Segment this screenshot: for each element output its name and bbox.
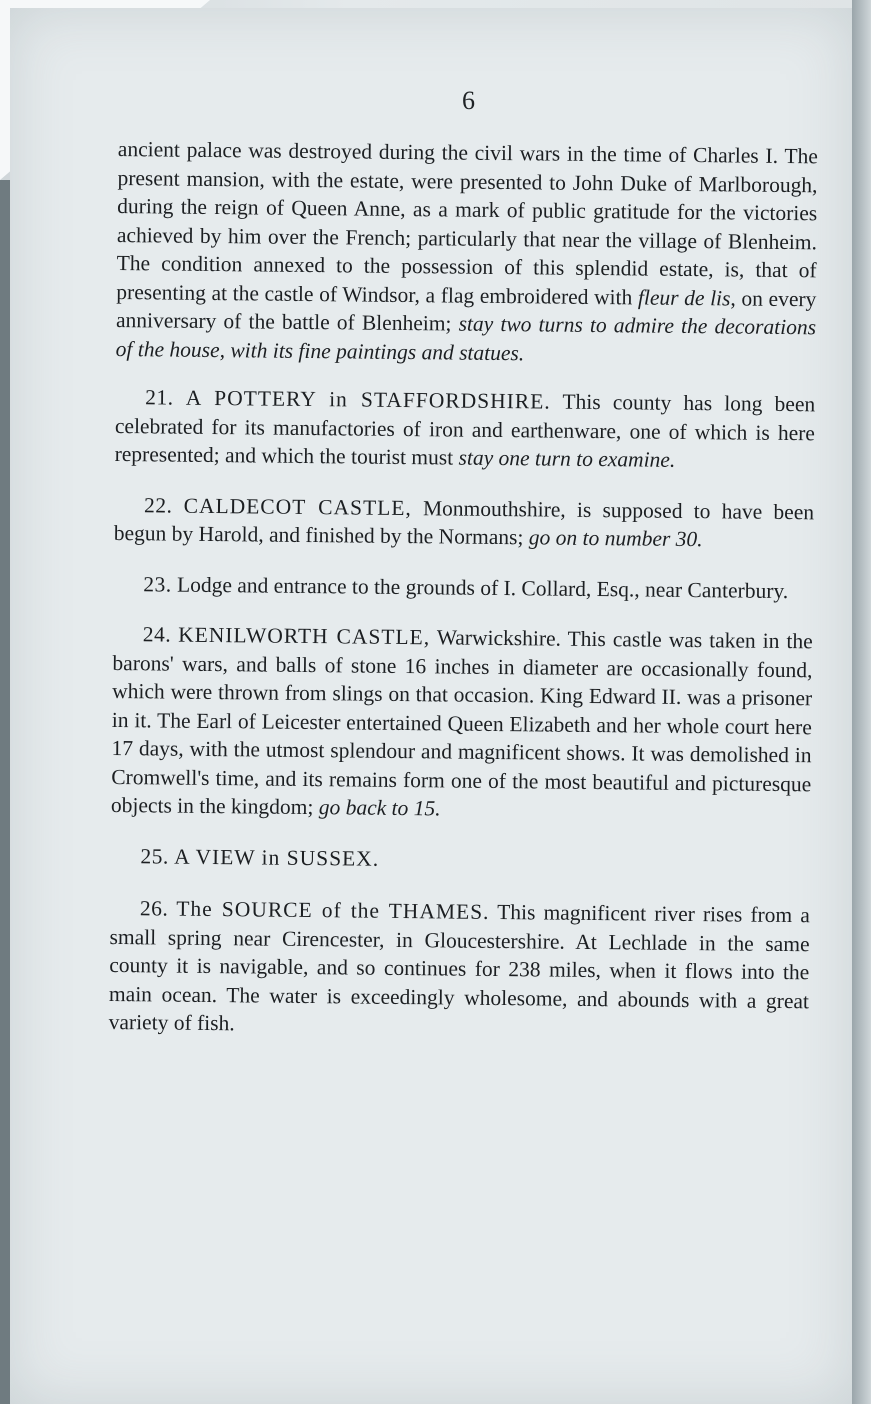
entry-text: This county has long been celebrated for its manufactories of iron and earthenware, one of which is here represented; and which the tourist must xyxy=(114,389,816,470)
entry-heading: KENILWORTH CASTLE, xyxy=(178,622,431,650)
entry-heading: A POTTERY in STAFFORDSHIRE. xyxy=(185,385,551,414)
italic-instruction: stay two turns to admire the decorations of the house, with its fine paintings and statues. xyxy=(115,311,817,365)
entry-25 xyxy=(110,841,810,877)
entry-number: 23. xyxy=(143,571,172,597)
entry-number: 21. xyxy=(145,385,174,410)
entry-23 xyxy=(113,569,813,605)
entry-heading: The SOURCE of the THAMES. xyxy=(176,896,490,924)
text-run: ancient palace was destroyed during the civil wars in the time of Charles I. The present mansion, with the estate, were presented to John Duke of Marlborough, during the reign of Queen Anne, as a mark of public gratitude for the victories achieved by him over the French; particularly that near the village of Blenheim. The condition annexed to the possession of this splendid estate, is, that of presenting at the castle of Windsor, a flag embroidered with xyxy=(116,136,818,309)
entry-heading: CALDECOT CASTLE, xyxy=(183,493,412,520)
page-text xyxy=(108,135,818,1066)
entry-22 xyxy=(114,490,815,554)
entry-text: Lodge and entrance to the grounds of I. Collard, Esq., near Canterbury. xyxy=(176,572,789,603)
paragraph-continuation xyxy=(116,135,818,370)
entry-text: Warwickshire. This castle was taken in the barons' wars, and balls of stone 16 inches in diameter are occasionally found, which were thrown from slings on that occasion. King Edward II. was a prisoner in it. The Earl of Leicester entertained Queen Elizabeth and her whole court here 17 days, with the utmost splendour and magnificent shows. It was demolished in Cromwell's time, and its remains form one of the most beautiful and picturesque objects in the kingdom; xyxy=(110,625,813,820)
italic-instruction: go back to 15. xyxy=(318,795,441,821)
scan-right-edge xyxy=(852,0,871,1404)
entry-number: 22. xyxy=(144,492,173,518)
entry-24 xyxy=(111,620,813,827)
italic-run: fleur de lis xyxy=(637,284,731,310)
entry-heading: A VIEW in SUSSEX. xyxy=(174,844,380,871)
entry-21 xyxy=(115,383,816,476)
italic-instruction: go on to number 30. xyxy=(528,525,703,552)
entry-number: 24. xyxy=(142,622,172,647)
entry-text: Monmouthshire, is supposed to have been begun by Harold, and finished by the Normans; xyxy=(113,495,815,550)
entry-text: This magnificent river rises from a small spring near Cirencester, in Gloucestershire. At Lechlade in the same county it is navigable, and so continues for 238 miles, when it flows into the main ocean. The water is exceedingly wholesome, and abounds with a great variety of fish. xyxy=(108,900,810,1036)
entry-26 xyxy=(109,894,810,1044)
text-run: , on every anniversary of the battle of Blenheim; xyxy=(115,285,817,336)
entry-number: 26. xyxy=(139,896,169,921)
entry-number: 25. xyxy=(140,843,169,869)
italic-instruction: stay one turn to examine. xyxy=(458,445,676,472)
page-number: 6 xyxy=(462,86,475,115)
